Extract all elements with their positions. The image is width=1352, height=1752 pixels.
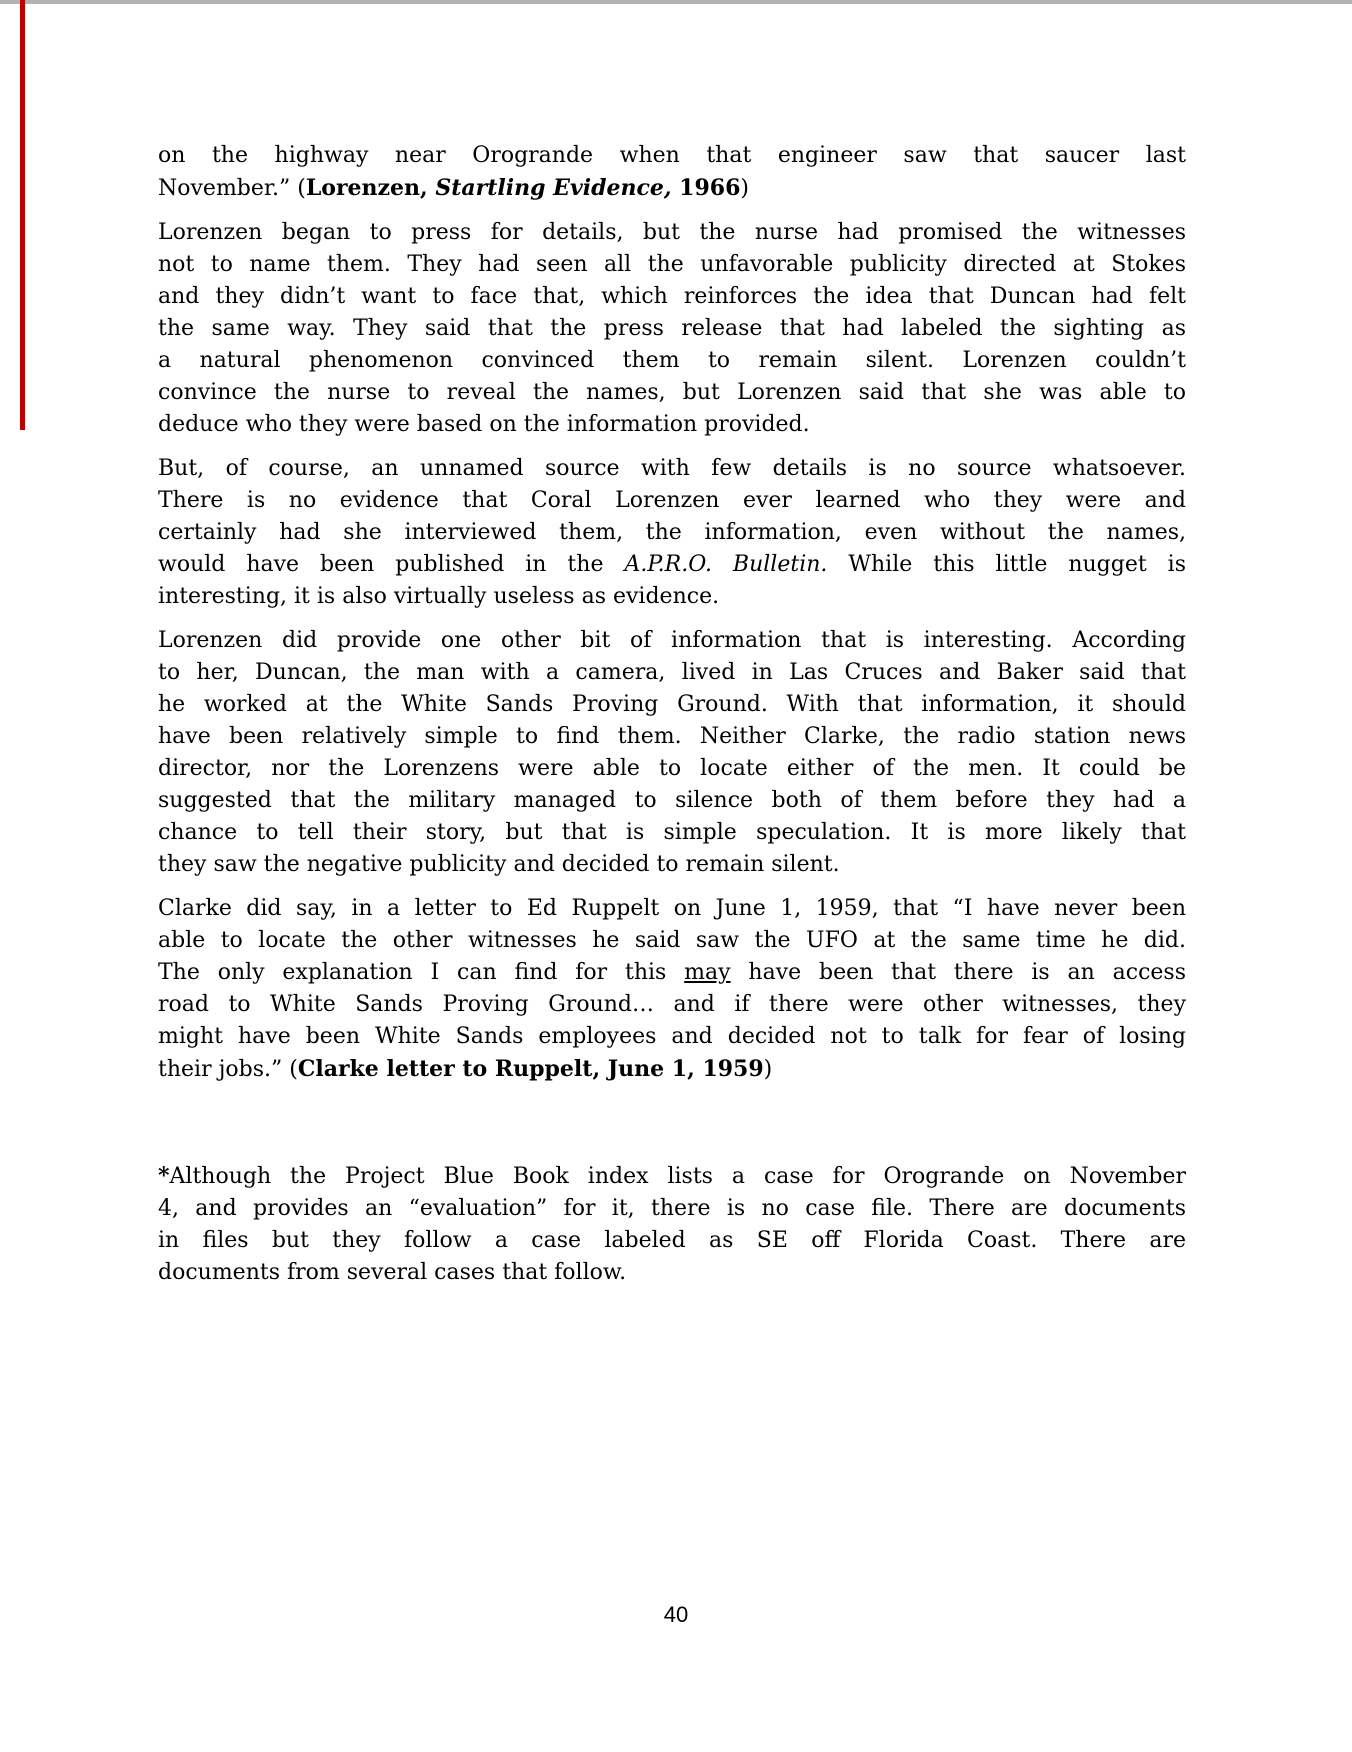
text-line: [158, 893, 1186, 925]
text-line: [158, 140, 1186, 172]
text-segment: Clarke did say, in a letter to Ed Ruppelt on June 1, 1959, that “I have never been: [158, 896, 1186, 921]
text-line: [158, 453, 1186, 485]
text-line: [158, 1053, 1186, 1086]
text-line: [158, 172, 1186, 205]
paragraph-3: [158, 453, 1186, 613]
text-line: [158, 249, 1186, 281]
text-segment: Clarke letter to Ruppelt, June 1, 1959: [297, 1056, 764, 1082]
text-segment: not to name them. They had seen all the unfavorable publicity directed at Stokes: [158, 252, 1186, 277]
text-line: [158, 817, 1186, 849]
text-line: [158, 657, 1186, 689]
text-segment: they saw the negative publicity and decided to remain silent.: [158, 852, 840, 877]
text-line: [158, 689, 1186, 721]
text-line: [158, 849, 1186, 881]
text-segment: may: [684, 960, 731, 985]
text-segment: Lorenzen,: [305, 175, 436, 201]
text-segment: certainly had she interviewed them, the information, even without the names,: [158, 520, 1186, 545]
text-segment: might have been White Sands employees and decided not to talk for fear of losing: [158, 1024, 1186, 1049]
text-segment: road to White Sands Proving Ground… and if there were other witnesses, they: [158, 992, 1186, 1017]
text-segment: their jobs.” (: [158, 1057, 298, 1082]
text-line: [158, 1225, 1186, 1257]
text-line: [158, 785, 1186, 817]
text-segment: A.P.R.O. Bulletin.: [624, 552, 828, 577]
text-line: [158, 517, 1186, 549]
page-number: 40: [663, 1602, 689, 1627]
text-line: [158, 1257, 1186, 1289]
text-segment: would have been published in the: [158, 552, 625, 577]
text-line: [158, 1021, 1186, 1053]
text-segment: 1966: [671, 175, 741, 201]
text-segment: documents from several cases that follow.: [158, 1260, 627, 1285]
text-segment: ): [763, 1057, 773, 1082]
top-border-bar: [0, 0, 1352, 4]
text-line: [158, 281, 1186, 313]
text-line: [158, 1193, 1186, 1225]
text-line: [158, 549, 1186, 581]
text-line: [158, 485, 1186, 517]
text-segment: 4, and provides an “evaluation” for it, there is no case file. There are documents: [158, 1196, 1186, 1221]
text-line: [158, 345, 1186, 377]
text-line: [158, 925, 1186, 957]
text-segment: he worked at the White Sands Proving Ground. With that information, it should: [158, 692, 1186, 717]
text-line: [158, 217, 1186, 249]
paragraph-2: [158, 217, 1186, 441]
text-line: [158, 721, 1186, 753]
text-segment: on the highway near Orogrande when that engineer saw that saucer last: [158, 143, 1186, 168]
text-line: [158, 409, 1186, 441]
text-line: [158, 313, 1186, 345]
text-segment: the same way. They said that the press release that had labeled the sighting as: [158, 316, 1186, 341]
text-segment: suggested that the military managed to silence both of them before they had a: [158, 788, 1186, 813]
text-segment: Startling Evidence,: [435, 175, 672, 201]
paragraph-1: [158, 140, 1186, 205]
text-segment: There is no evidence that Coral Lorenzen ever learned who they were and: [158, 488, 1186, 513]
paragraph-5: [158, 893, 1186, 1086]
text-line: [158, 377, 1186, 409]
text-block: [158, 140, 1186, 1301]
text-segment: interesting, it is also virtually useless as evidence.: [158, 584, 720, 609]
text-line: [158, 753, 1186, 785]
text-segment: chance to tell their story, but that is simple speculation. It is more likely that: [158, 820, 1186, 845]
text-segment: a natural phenomenon convinced them to remain silent. Lorenzen couldn’t: [158, 348, 1186, 373]
text-line: [158, 581, 1186, 613]
text-line: [158, 1160, 1186, 1193]
text-segment: have been relatively simple to find them. Neither Clarke, the radio station news: [158, 724, 1186, 749]
text-segment: Lorenzen began to press for details, but the nurse had promised the witnesses: [158, 220, 1186, 245]
text-segment: convince the nurse to reveal the names, but Lorenzen said that she was able to: [158, 380, 1186, 405]
text-line: [158, 989, 1186, 1021]
text-segment: Although the Project Blue Book index lists a case for Orogrande on November: [169, 1164, 1186, 1189]
text-segment: The only explanation I can find for this: [158, 960, 685, 985]
text-segment: and they didn’t want to face that, which reinforces the idea that Duncan had felt: [158, 284, 1186, 309]
text-segment: But, of course, an unnamed source with few details is no source whatsoever.: [158, 456, 1186, 481]
text-segment: *: [158, 1163, 170, 1189]
text-segment: to her, Duncan, the man with a camera, lived in Las Cruces and Baker said that: [158, 660, 1186, 685]
text-segment: Lorenzen did provide one other bit of information that is interesting. According: [158, 628, 1186, 653]
paragraph-4: [158, 625, 1186, 881]
text-segment: ): [740, 176, 749, 201]
text-segment: director, nor the Lorenzens were able to locate either of the men. It could be: [158, 756, 1186, 781]
text-segment: November.” (: [158, 176, 306, 201]
text-segment: have been that there is an access: [730, 960, 1186, 985]
footnote-paragraph: [158, 1160, 1186, 1289]
text-line: [158, 625, 1186, 657]
text-segment: deduce who they were based on the information provided.: [158, 412, 810, 437]
text-segment: While this little nugget is: [827, 552, 1186, 577]
text-segment: able to locate the other witnesses he said saw the UFO at the same time he did.: [158, 928, 1186, 953]
text-segment: in files but they follow a case labeled as SE off Florida Coast. There are: [158, 1228, 1186, 1253]
text-line: [158, 957, 1186, 989]
red-margin-line: [20, 0, 25, 430]
